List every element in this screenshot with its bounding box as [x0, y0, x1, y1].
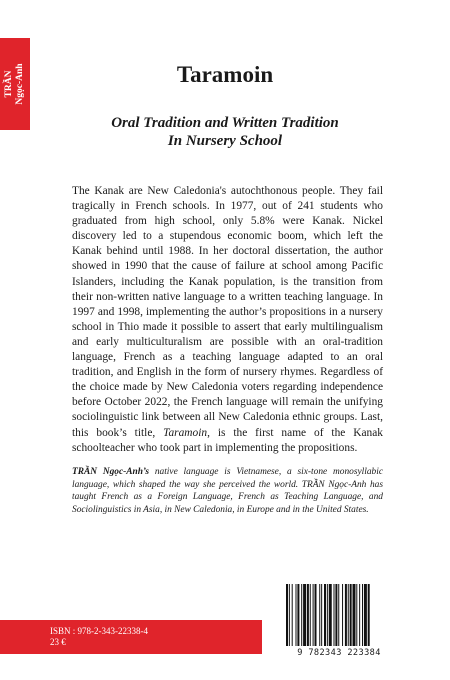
book-subtitle [0, 114, 450, 150]
abstract-text-part-2: , is the first name of the Kanak schoolteacher who took part in implementing the propositions. [72, 426, 383, 454]
spine-author-given-name: Ngọc-Anh [15, 63, 25, 105]
author-bio [72, 466, 383, 516]
book-abstract [72, 184, 383, 456]
subtitle-line-2: In Nursery School [167, 133, 283, 149]
barcode-icon [285, 584, 393, 646]
subtitle-line-1: Oral Tradition and Written Tradition [111, 115, 339, 131]
isbn-price-band [0, 620, 262, 654]
price: 23 € [50, 637, 66, 647]
spine-author-surname: TRẦN [4, 70, 14, 98]
book-title: Taramoin [176, 62, 274, 87]
abstract-book-title: Taramoin [163, 426, 208, 439]
barcode-number: 9 782343 223384 [297, 648, 381, 658]
bio-author-name: TRẦN Ngọc-Anh’s [72, 467, 150, 477]
bio-text: native language is Vietnamese, a six-tone monosyllabic language, which shaped the way she perceived the world. TRẦN Ngọc-Anh has taught French as a Foreign Language, French as Teaching Language, and Sociolinguistics in Asia, in New Caledonia, in Europe and in the United States. [72, 467, 383, 515]
isbn: ISBN : 978-2-343-22338-4 [50, 626, 148, 636]
abstract-text-part-1: The Kanak are New Caledonia's autochthonous people. They fail tragically in French schools. In 1977, out of 241 students who graduated from high school, only 5.8% were Kanak. Nickel discovery led to a stupendous economic boom, which left the Kanak behind until 1988. In her doctoral dissertation, the author showed in 1990 that the cause of failure at school among Pacific Islanders, including the Kanak population, is the transition from their non-written native language to a written teaching language. In 1997 and 1998, implementing the author’s propositions in a nursery school in Thio made it possible to assert that early multilingualism and early multiculturalism are possible with an oral-tradition language, French as a teaching language adapted to an oral tradition, and English in the form of nursery rhymes. Regardless of the choice made by New Caledonia voters regarding independence before October 2022, the French language will remain the unifying sociolinguistic link between all New Caledonia ethnic groups. Last, this book’s title, [72, 185, 383, 439]
